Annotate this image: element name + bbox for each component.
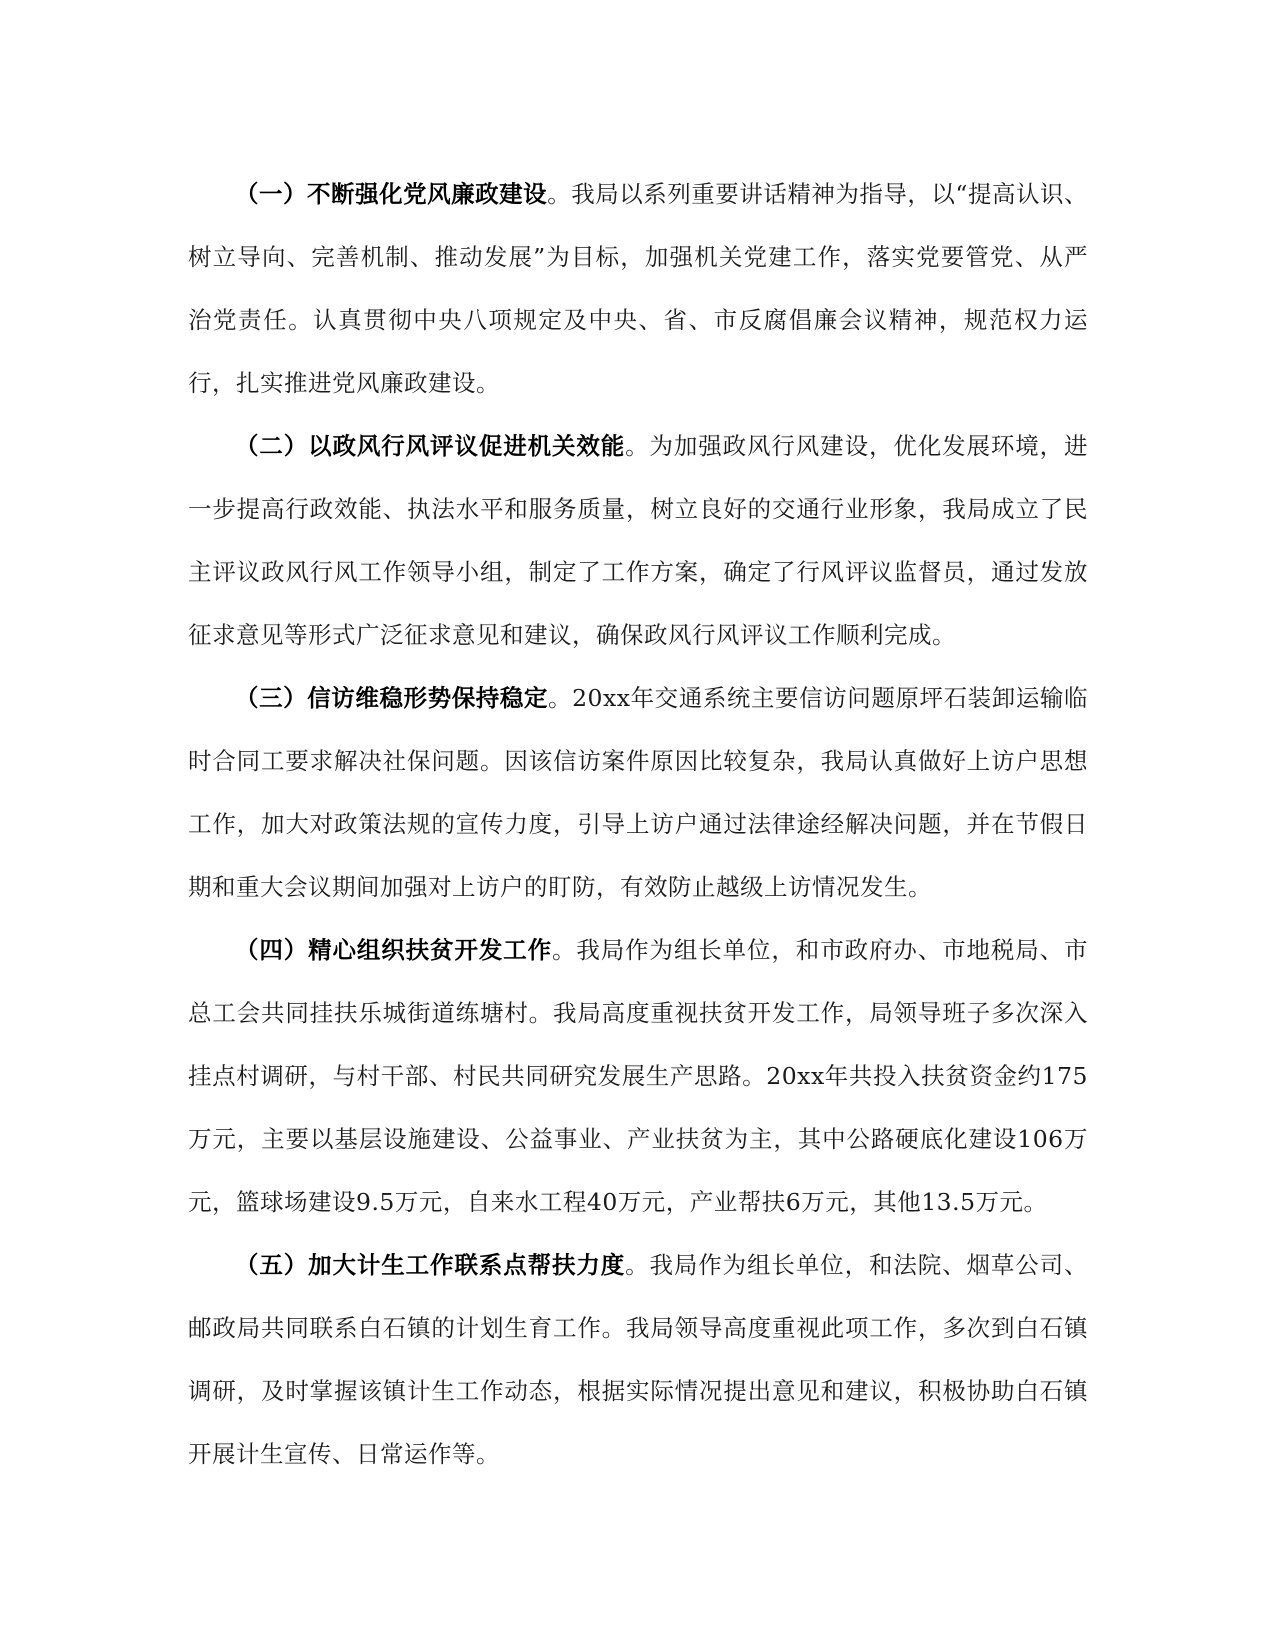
paragraph-4	[188, 919, 1088, 1234]
paragraph-1-heading: （一）不断强化党风廉政建设	[235, 180, 548, 208]
paragraph-3	[188, 667, 1088, 919]
paragraph-4-text: 。我局作为组长单位，和市政府办、市地税局、市总工会共同挂扶乐城街道练塘村。我局高度重视扶贫开发工作，局领导班子多次深入挂点村调研，与村干部、村民共同研究发展生产思路。20xx年共投入扶贫资金约175万元，主要以基层设施建设、公益事业、产业扶贫为主，其中公路硬底化建设106万元，篮球场建设9.5万元，自来水工程40万元，产业帮扶6万元，其他13.5万元。	[188, 936, 1089, 1216]
paragraph-3-heading: （三）信访维稳形势保持稳定	[235, 684, 549, 712]
paragraph-2-text: 。为加强政风行风建设，优化发展环境，进一步提高行政效能、执法水平和服务质量，树立良好的交通行业形象，我局成立了民主评议政风行风工作领导小组，制定了工作方案，确定了行风评议监督员，通过发放征求意见等形式广泛征求意见和建议，确保政风行风评议工作顺利完成。	[188, 432, 1089, 649]
paragraph-5-text: 。我局作为组长单位，和法院、烟草公司、邮政局共同联系白石镇的计划生育工作。我局领导高度重视此项工作，多次到白石镇调研，及时掌握该镇计生工作动态，根据实际情况提出意见和建议，积极协助白石镇开展计生宣传、日常运作等。	[188, 1251, 1089, 1468]
document-body	[188, 163, 1088, 1486]
paragraph-5	[188, 1234, 1088, 1486]
paragraph-2	[188, 415, 1088, 667]
paragraph-1	[188, 163, 1088, 415]
paragraph-1-text: 。我局以系列重要讲话精神为指导，以“提高认识、树立导向、完善机制、推动发展”为目标，加强机关党建工作，落实党要管党、从严治党责任。认真贯彻中央八项规定及中央、省、市反腐倡廉会议精神，规范权力运行，扎实推进党风廉政建设。	[188, 180, 1089, 397]
paragraph-4-heading: （四）精心组织扶贫开发工作	[235, 936, 552, 964]
paragraph-2-heading: （二）以政风行风评议促进机关效能	[235, 432, 626, 460]
paragraph-5-heading: （五）加大计生工作联系点帮扶力度	[235, 1251, 626, 1279]
paragraph-3-text: 。20xx年交通系统主要信访问题原坪石装卸运输临时合同工要求解决社保问题。因该信访案件原因比较复杂，我局认真做好上访户思想工作，加大对政策法规的宣传力度，引导上访户通过法律途经解决问题，并在节假日期和重大会议期间加强对上访户的盯防，有效防止越级上访情况发生。	[188, 684, 1088, 901]
